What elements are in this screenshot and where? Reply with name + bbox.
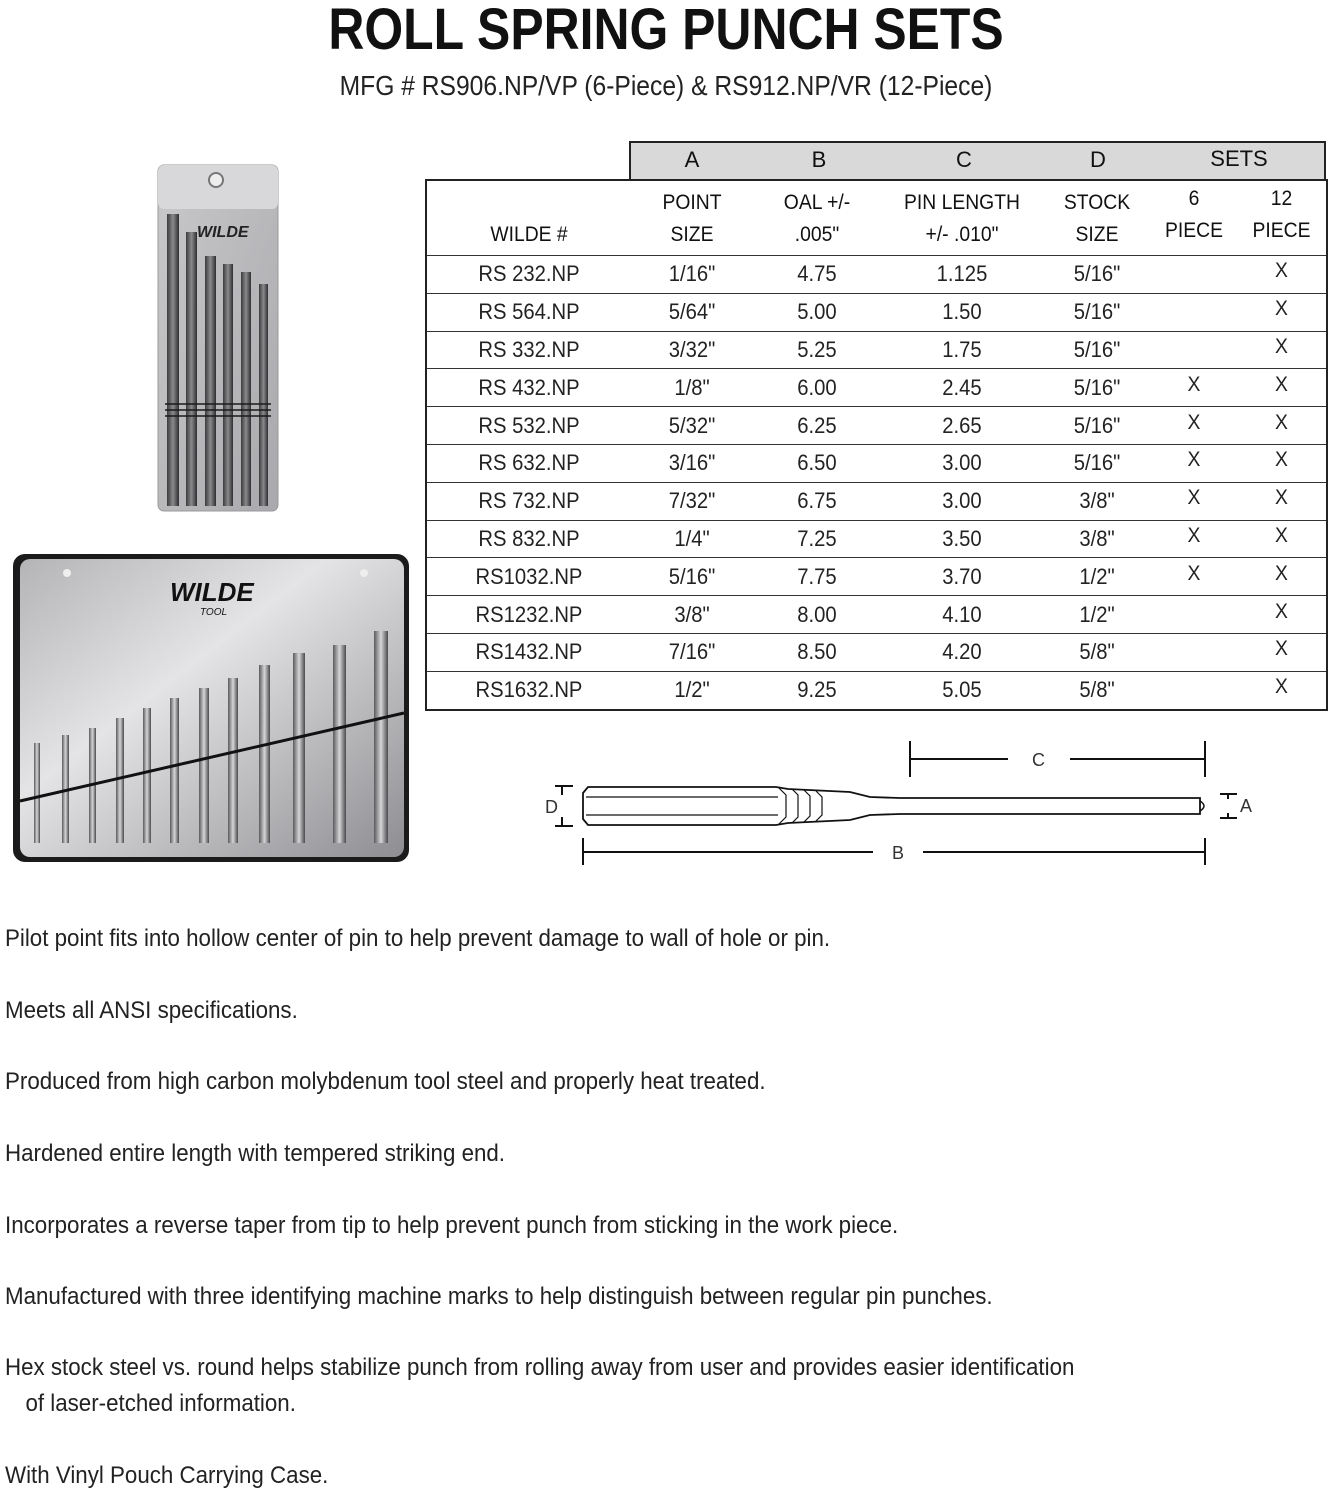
cell-12-piece: X [1275,637,1288,661]
cell-point-size: 3/32" [668,336,716,362]
dim-label-c: C [1032,750,1045,770]
feature-item: Incorporates a reverse taper from tip to help prevent punch from sticking in the work piece. [5,1212,899,1239]
cell-12-piece: X [1275,599,1288,623]
col-header-6-piece: 6 PIECE [1165,187,1223,242]
cell-wilde-number: RS 632.NP [478,450,580,476]
feature-item: Hardened entire length with tempered striking end. [5,1140,506,1167]
cell-pin-length: 5.05 [942,677,982,703]
cell-6-piece: X [1187,523,1201,547]
cell-oal: 6.50 [797,450,837,476]
punch-outline [583,787,1200,825]
dimension-header [629,141,1326,179]
cell-6-piece: X [1187,448,1201,472]
cell-oal: 9.25 [797,677,837,703]
cell-wilde-number: RS 832.NP [478,525,580,551]
cell-point-size: 3/16" [668,450,716,476]
cell-12-piece: X [1275,334,1288,358]
cell-point-size: 1/2" [674,677,710,703]
feature-item: Meets all ANSI specifications. [5,997,298,1024]
feature-item: Produced from high carbon molybdenum tool steel and properly heat treated. [5,1068,766,1095]
cell-stock-size: 5/16" [1073,412,1121,438]
cell-oal: 6.25 [797,412,837,438]
cell-wilde-number: RS 332.NP [478,336,580,362]
cell-oal: 8.00 [797,601,837,627]
feature-item: With Vinyl Pouch Carrying Case. [5,1462,329,1489]
cell-wilde-number: RS 564.NP [478,299,580,325]
cell-oal: 6.75 [797,488,837,514]
table-row [427,595,1326,633]
cell-wilde-number: RS 432.NP [478,374,580,400]
cell-12-piece: X [1275,259,1288,283]
cell-point-size: 7/32" [668,488,716,514]
cell-12-piece: X [1275,372,1288,396]
cell-stock-size: 5/16" [1073,450,1121,476]
table-row [427,331,1326,369]
cell-stock-size: 5/8" [1079,639,1115,665]
cell-6-piece: X [1187,410,1201,434]
table-row [427,671,1326,709]
cell-wilde-number: RS1432.NP [475,639,583,665]
cell-6-piece: X [1187,561,1201,585]
cell-stock-size: 5/16" [1073,374,1121,400]
cell-6-piece: X [1187,486,1201,510]
feature-item: Manufactured with three identifying machine marks to help distinguish between regular pin punches. [5,1283,993,1310]
feature-line: Hex stock steel vs. round helps stabilize punch from rolling away from user and provides easier identification [5,1354,1075,1381]
brand-sub: TOOL [200,607,228,618]
cell-12-piece: X [1275,297,1288,321]
cell-stock-size: 5/16" [1073,261,1121,287]
table-body [425,179,1328,711]
dim-letter-a: A [684,147,700,172]
cell-wilde-number: RS1032.NP [475,563,583,589]
cell-oal: 4.75 [797,261,837,287]
cell-oal: 5.25 [797,336,837,362]
cell-12-piece: X [1275,410,1288,434]
grommet-icon [209,173,223,187]
table-row [427,520,1326,558]
cell-oal: 6.00 [797,374,837,400]
table-row [427,557,1326,595]
cell-pin-length: 3.00 [942,488,982,514]
table-row [427,633,1326,671]
cell-12-piece: X [1275,561,1288,585]
sets-label: SETS [1210,146,1268,171]
cell-point-size: 3/8" [674,601,710,627]
cell-pin-length: 1.75 [942,336,982,362]
cell-pin-length: 3.50 [942,525,982,551]
cell-stock-size: 5/8" [1079,677,1115,703]
cell-pin-length: 1.50 [942,299,982,325]
feature-item: Pilot point fits into hollow center of pin to help prevent damage to wall of hole or pin. [5,925,831,952]
page-subtitle: MFG # RS906.NP/VP (6-Piece) & RS912.NP/VR (12-Piece) [339,70,993,101]
dim-label-d: D [545,797,558,817]
cell-wilde-number: RS 532.NP [478,412,580,438]
feature-item [5,1350,1316,1422]
cell-12-piece: X [1275,675,1288,699]
cell-stock-size: 3/8" [1079,488,1115,514]
col-header-12-piece: 12 PIECE [1252,187,1311,242]
col-header-point-size: POINT SIZE [662,191,722,246]
cell-point-size: 1/16" [668,261,716,287]
cell-pin-length: 2.45 [942,374,982,400]
cell-stock-size: 3/8" [1079,525,1115,551]
column-header-row [427,181,1326,255]
table-row [427,293,1326,331]
cell-12-piece: X [1275,523,1288,547]
cell-pin-length: 1.125 [936,261,988,287]
punch-dimension-diagram [540,735,1280,875]
product-image-12-piece [12,553,410,863]
table-row [427,368,1326,406]
table-row [427,444,1326,482]
col-header-wilde: WILDE # [490,223,568,246]
cell-wilde-number: RS1232.NP [475,601,583,627]
dim-letter-b: B [811,147,827,172]
cell-point-size: 5/32" [668,412,716,438]
cell-oal: 7.25 [797,525,837,551]
dim-label-a: A [1240,796,1253,816]
table-row [427,406,1326,444]
cell-pin-length: 2.65 [942,412,982,438]
machine-marks [778,787,822,825]
col-header-stock-size: STOCK SIZE [1063,191,1131,246]
cell-stock-size: 1/2" [1079,601,1115,627]
cell-6-piece: X [1187,372,1201,396]
cell-wilde-number: RS1632.NP [475,677,583,703]
cell-oal: 5.00 [797,299,837,325]
cell-pin-length: 4.10 [942,601,982,627]
cell-point-size: 1/4" [674,525,710,551]
dim-letter-c: C [956,147,972,172]
cell-12-piece: X [1275,486,1288,510]
cell-point-size: 5/16" [668,563,716,589]
feature-line: of laser-etched information. [25,1390,296,1417]
cell-wilde-number: RS 232.NP [478,261,580,287]
cell-oal: 8.50 [797,639,837,665]
col-header-oal: OAL +/- .005" [783,191,851,246]
brand-logo: WILDE [170,577,254,607]
product-image-6-piece [157,164,279,512]
cell-point-size: 5/64" [668,299,716,325]
cell-point-size: 7/16" [668,639,716,665]
cell-pin-length: 3.70 [942,563,982,589]
cell-stock-size: 5/16" [1073,336,1121,362]
col-header-pin-length: PIN LENGTH +/- .010" [904,191,1020,246]
dim-letter-d: D [1090,147,1106,172]
cell-12-piece: X [1275,448,1288,472]
table-row [427,482,1326,520]
cell-stock-size: 1/2" [1079,563,1115,589]
table-row [427,255,1326,293]
dim-label-b: B [892,843,905,863]
cell-wilde-number: RS 732.NP [478,488,580,514]
cell-pin-length: 3.00 [942,450,982,476]
cell-point-size: 1/8" [674,374,710,400]
brand-logo: WILDE [197,224,249,241]
cell-oal: 7.75 [797,563,837,589]
cell-stock-size: 5/16" [1073,299,1121,325]
cell-pin-length: 4.20 [942,639,982,665]
page-title: ROLL SPRING PUNCH SETS [328,0,1004,62]
